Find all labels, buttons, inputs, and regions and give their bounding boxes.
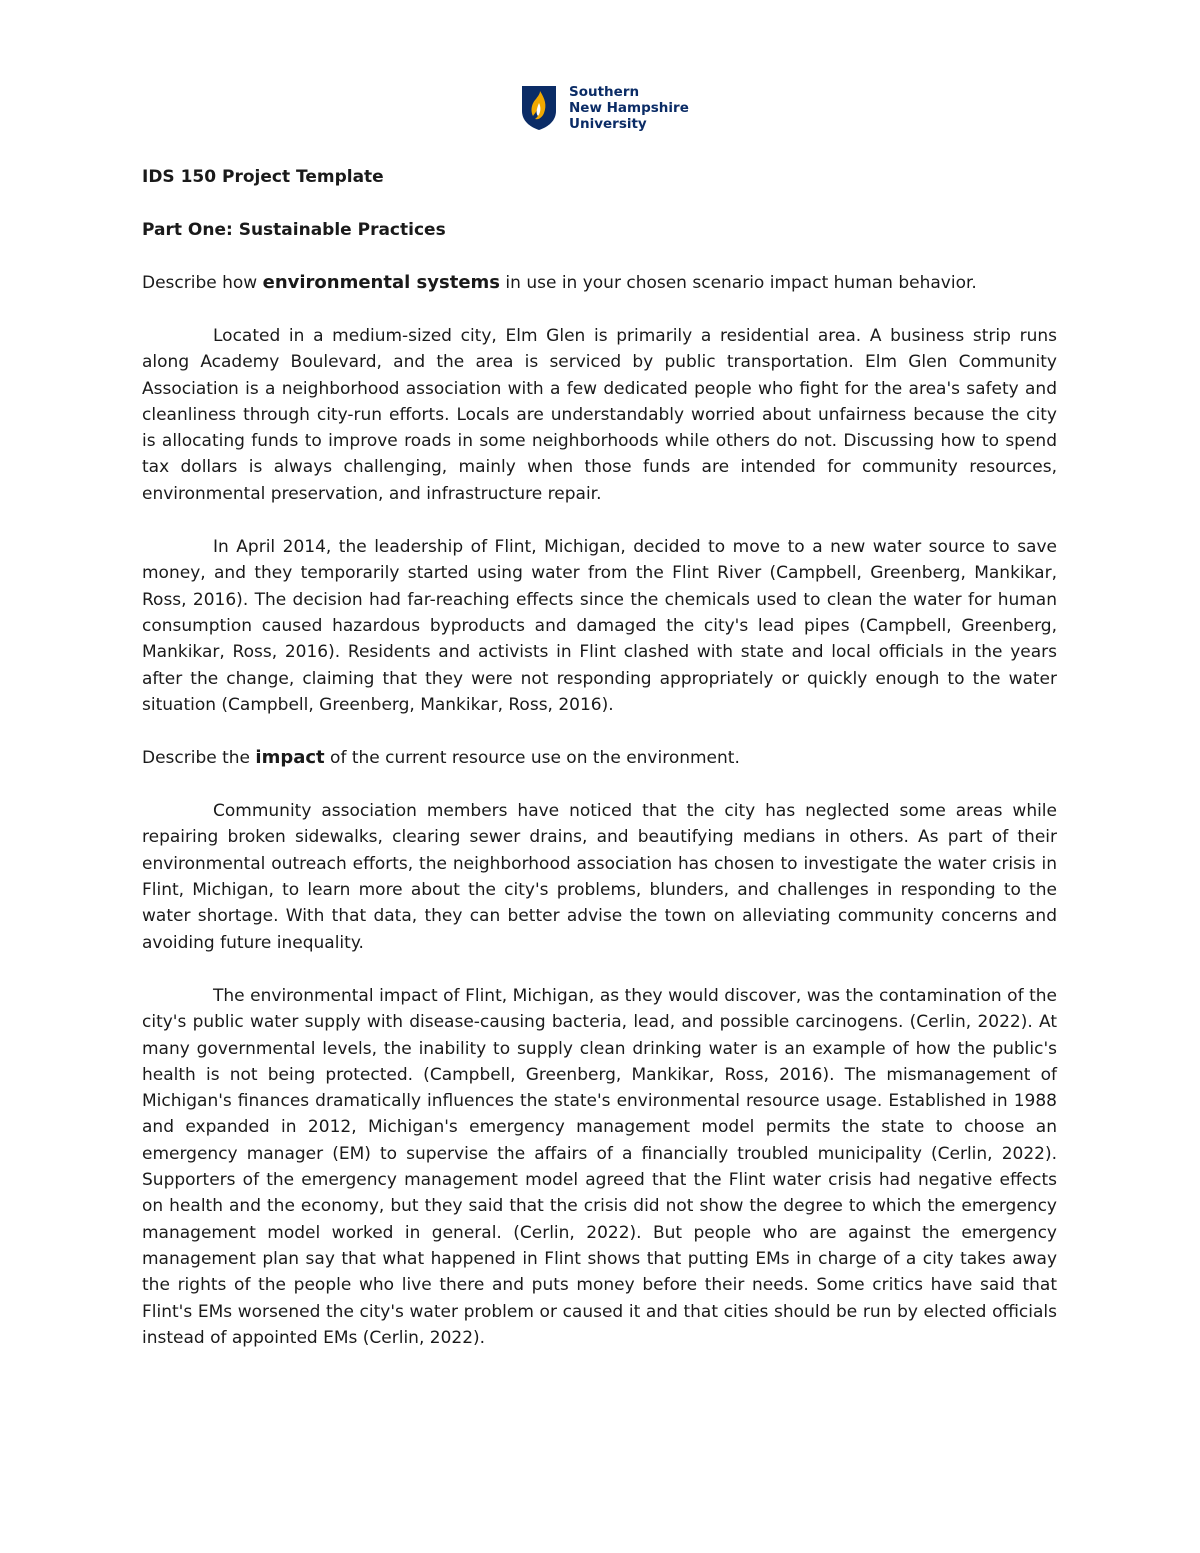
- prompt1-emphasis: environmental systems: [262, 272, 501, 293]
- university-logo: [521, 84, 689, 132]
- logo-line-2: New Hampshire: [569, 100, 689, 116]
- prompt2-before: Describe the: [142, 748, 256, 769]
- paragraph-elm-glen: Located in a medium-sized city, Elm Glen is primarily a residential area. A business strip runs along Academy Boulevard, and the area is serviced by public transportation. Elm Glen Community Association is a neighborhood association with a few dedicated people who fight for the area's safety and cleanliness through city-run efforts. Locals are understandably worried about unfairness because the city is allocating funds to improve roads in some neighborhoods while others do not. Discussing how to spend tax dollars is always challenging, mainly when those funds are intended for community resources, environmental preservation, and infrastructure repair.: [142, 326, 1057, 504]
- prompt1-before: Describe how: [142, 273, 263, 293]
- prompt-environmental-systems: [142, 270, 1057, 296]
- prompt-impact: [142, 745, 1057, 771]
- logo-wordmark: [569, 84, 689, 132]
- paragraph-flint-water-source: In April 2014, the leadership of Flint, Michigan, decided to move to a new water source to save money, and they temporarily started using water from the Flint River (Campbell, Greenberg, Mankikar, Ross, 2016). The decision had far-reaching effects since the chemicals used to clean the water for human consumption caused hazardous byproducts and damaged the city's lead pipes (Campbell, Greenberg, Mankikar, Ross, 2016). Residents and activists in Flint clashed with state and local officials in the years after the change, claiming that they were not responding appropriately or quickly enough to the water situation (Campbell, Greenberg, Mankikar, Ross, 2016).: [142, 537, 1057, 715]
- prompt2-after: of the current resource use on the environment.: [324, 748, 740, 769]
- part-heading: Part One: Sustainable Practices: [142, 220, 446, 240]
- document-title: IDS 150 Project Template: [142, 167, 384, 187]
- logo-line-1: Southern: [569, 84, 640, 100]
- flame-shield-icon: [521, 85, 557, 131]
- paragraph-community-association: Community association members have noticed that the city has neglected some areas while repairing broken sidewalks, clearing sewer drains, and beautifying medians in others. As part of their environmental outreach efforts, the neighborhood association has chosen to investigate the water crisis in Flint, Michigan, to learn more about the city's problems, blunders, and challenges in responding to the water shortage. With that data, they can better advise the town on alleviating community concerns and avoiding future inequality.: [142, 801, 1057, 953]
- prompt1-after: in use in your chosen scenario impact human behavior.: [500, 273, 977, 293]
- logo-line-3: University: [569, 116, 647, 132]
- prompt2-emphasis: impact: [255, 747, 325, 769]
- paragraph-environmental-impact: The environmental impact of Flint, Michigan, as they would discover, was the contamination of the city's public water supply with disease-causing bacteria, lead, and possible carcinogens. (Cerlin, 2022). At many governmental levels, the inability to supply clean drinking water is an example of how the public's health is not being protected. (Campbell, Greenberg, Mankikar, Ross, 2016). The mismanagement of Michigan's finances dramatically influences the state's environmental resource usage. Established in 1988 and expanded in 2012, Michigan's emergency management model permits the state to choose an emergency manager (EM) to supervise the affairs of a financially troubled municipality (Cerlin, 2022). Supporters of the emergency management model agreed that the Flint water crisis had negative effects on health and the economy, but they said that the crisis did not show the degree to which the emergency management model worked in general. (Cerlin, 2022). But people who are against the emergency management plan say that what happened in Flint shows that putting EMs in charge of a city takes away the rights of the people who live there and puts money before their needs. Some critics have said that Flint's EMs worsened the city's water problem or caused it and that cities should be run by elected officials instead of appointed EMs (Cerlin, 2022).: [142, 985, 1057, 1348]
- document-body: [142, 164, 1057, 1378]
